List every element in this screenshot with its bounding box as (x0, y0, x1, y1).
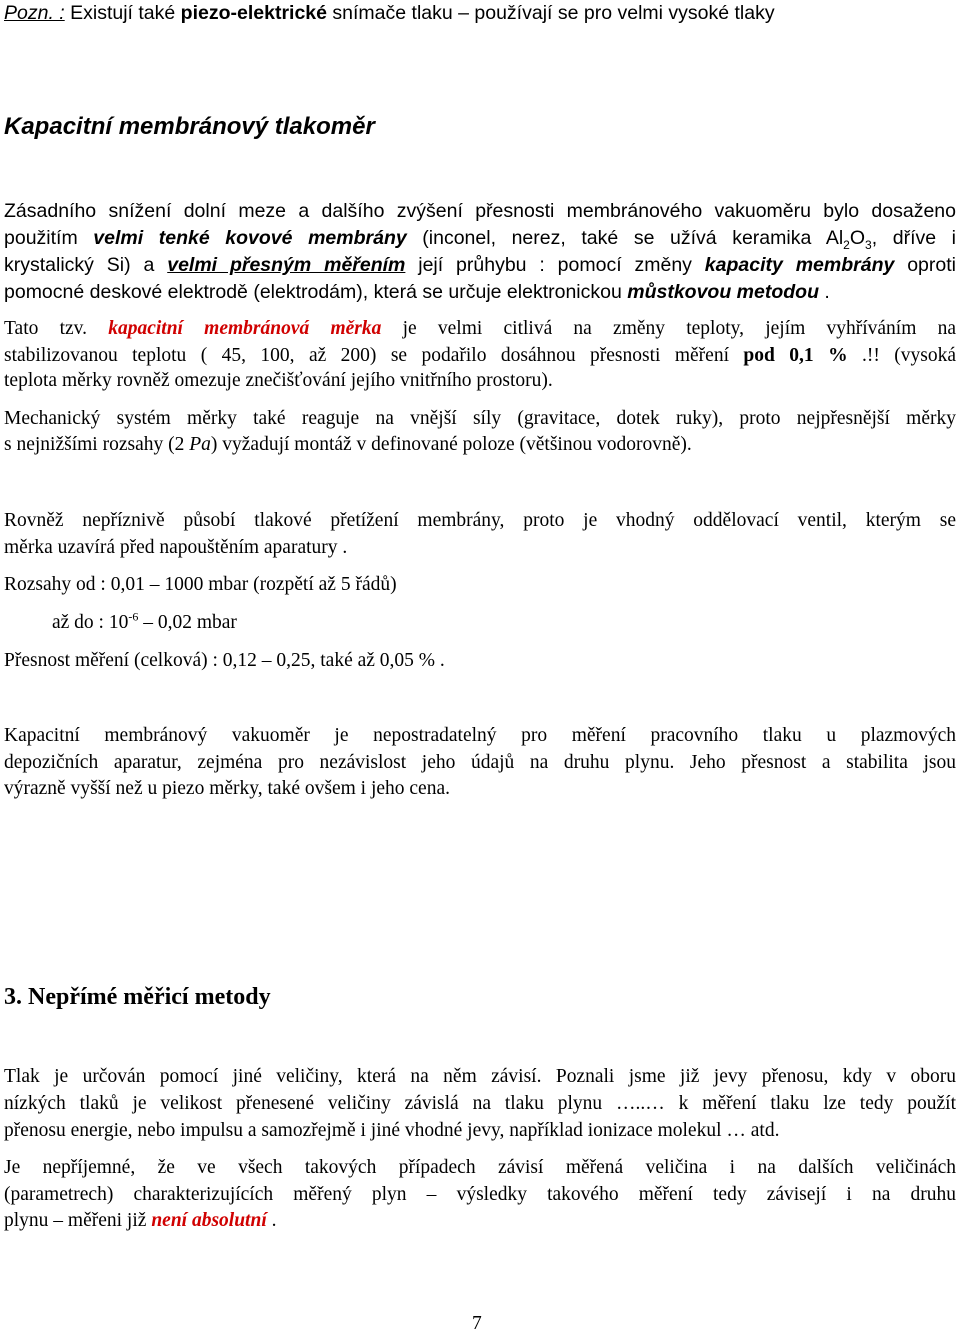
p5-line1: Kapacitní membránový vakuoměr je nepostradatelný pro měření pracovního tlaku u plazmových (4, 725, 956, 746)
p3-l2-end: ) vyžadují montáž v definované poloze (většinou vodorovně). (210, 434, 692, 455)
p5-line3: výrazně vyšší než u piezo měrky, také ovšem i jeho cena. (4, 778, 450, 799)
ranges-line3: Přesnost měření (celková) : 0,12 – 0,25, také až 0,05 % . (4, 650, 445, 671)
p1-line2 (4, 227, 956, 252)
p1-l2-text2: (inconel, nerez, také se užívá keramika Al (406, 227, 844, 249)
p1-line3 (4, 254, 956, 276)
p1-l2-o: O (849, 227, 866, 249)
page-number: 7 (472, 1313, 482, 1334)
p3-l2-unit: Pa (189, 434, 211, 455)
p7-line1: Je nepříjemné, že ve všech takových případech závisí měřená veličina i na dalších veličinách (4, 1157, 956, 1178)
p3-l2-text: s nejnižšími rozsahy (2 (4, 434, 190, 455)
note-line (4, 2, 775, 24)
p2-line2 (4, 345, 956, 367)
ranges-line2 (52, 609, 237, 634)
p1-sub-3: 3 (865, 237, 872, 252)
p6-line2: nízkých tlaků je velikost přenesené veličiny závislá na tlaku plynu …..… k měření tlaku lze tedy použít (4, 1093, 956, 1114)
ranges-line1: Rozsahy od : 0,01 – 1000 mbar (rozpětí až 5 řádů) (4, 574, 397, 595)
ranges-l2-text: až do : 10 (52, 612, 129, 633)
section-heading-capacitive-gauge: Kapacitní membránový tlakoměr (4, 113, 375, 140)
p7-l3-emph: není absolutní (151, 1210, 267, 1231)
note-prefix: Pozn. : (4, 2, 65, 24)
p1-sub-2: 2 (843, 237, 850, 252)
p2-l2-end: .!! (vysoká (847, 345, 957, 366)
p3-line2 (4, 434, 692, 456)
p1-l2-end: , dříve i (871, 227, 956, 249)
p2-line3: teplota měrky rovněž omezuje znečišťování jejího vnitřního prostoru). (4, 370, 553, 391)
section-heading-indirect-methods: 3. Nepřímé měřicí metody (4, 984, 271, 1010)
p6-line1: Tlak je určován pomocí jiné veličiny, která na něm závisí. Poznali jsme již jevy přenosu, kdy v oboru (4, 1066, 956, 1087)
p1-l2-text: použitím (4, 227, 94, 249)
p1-l4-emph: můstkovou metodou (627, 281, 819, 303)
p1-l3-end: oproti (894, 254, 956, 276)
p7-line2: (parametrech) charakterizujících měřený plyn – výsledky takového měření tedy závisejí i na druhu (4, 1184, 956, 1205)
p1-line4 (4, 281, 830, 303)
p3-line1: Mechanický systém měrky také reaguje na vnější síly (gravitace, dotek ruky), proto nejpřesnější měrky (4, 408, 956, 429)
note-bold: piezo-elektrické (180, 2, 327, 24)
p1-line1: Zásadního snížení dolní meze a dalšího zvýšení přesnosti membránového vakuoměru bylo dosaženo (4, 200, 956, 222)
p1-l2-emph: velmi tenké kovové membrány (93, 227, 407, 249)
p6-line3: přenosu energie, nebo impulsu a samozřejmě i jiné vhodné jevy, například ionizace molekul … atd. (4, 1120, 780, 1141)
p1-l4-end: . (819, 281, 830, 303)
p2-l2-bold: pod 0,1 % (743, 345, 848, 366)
p2-l1-end: je velmi citlivá na změny teploty, jejím vyhříváním na (381, 318, 956, 339)
p1-l3-emph2: kapacity membrány (704, 254, 895, 276)
p1-l3-text2: její průhybu : pomocí změny (405, 254, 705, 276)
p1-l3-text: krystalický Si) a (4, 254, 168, 276)
note-text-1: Existují také (70, 2, 181, 24)
ranges-l2-end: – 0,02 mbar (138, 612, 237, 633)
p7-l3-text: plynu – měřeni již (4, 1210, 152, 1231)
p2-l2-text: stabilizovanou teplotu ( 45, 100, až 200) se podařilo dosáhnou přesnosti měření (4, 345, 744, 366)
p1-l4-text: pomocné deskové elektrodě (elektrodám), která se určuje elektronickou (4, 281, 628, 303)
p7-l3-end: . (266, 1210, 277, 1231)
ranges-exponent: -6 (128, 609, 139, 624)
p2-l1-emph: kapacitní membránová měrka (108, 318, 382, 339)
p1-l3-emph: velmi přesným měřením (167, 254, 406, 276)
note-text-2: snímače tlaku – používají se pro velmi vysoké tlaky (327, 2, 775, 24)
p4-line2: měrka uzavírá před napouštěním aparatury . (4, 537, 348, 558)
p2-line1 (4, 318, 956, 340)
p7-line3 (4, 1210, 276, 1232)
p4-line1: Rovněž nepříznivě působí tlakové přetížení membrány, proto je vhodný oddělovací ventil, kterým se (4, 510, 956, 531)
p2-l1-text: Tato tzv. (4, 318, 109, 339)
p5-line2: depozičních aparatur, zejména pro nezávislost jeho údajů na druhu plynu. Jeho přesnost a stabilita jsou (4, 752, 956, 773)
